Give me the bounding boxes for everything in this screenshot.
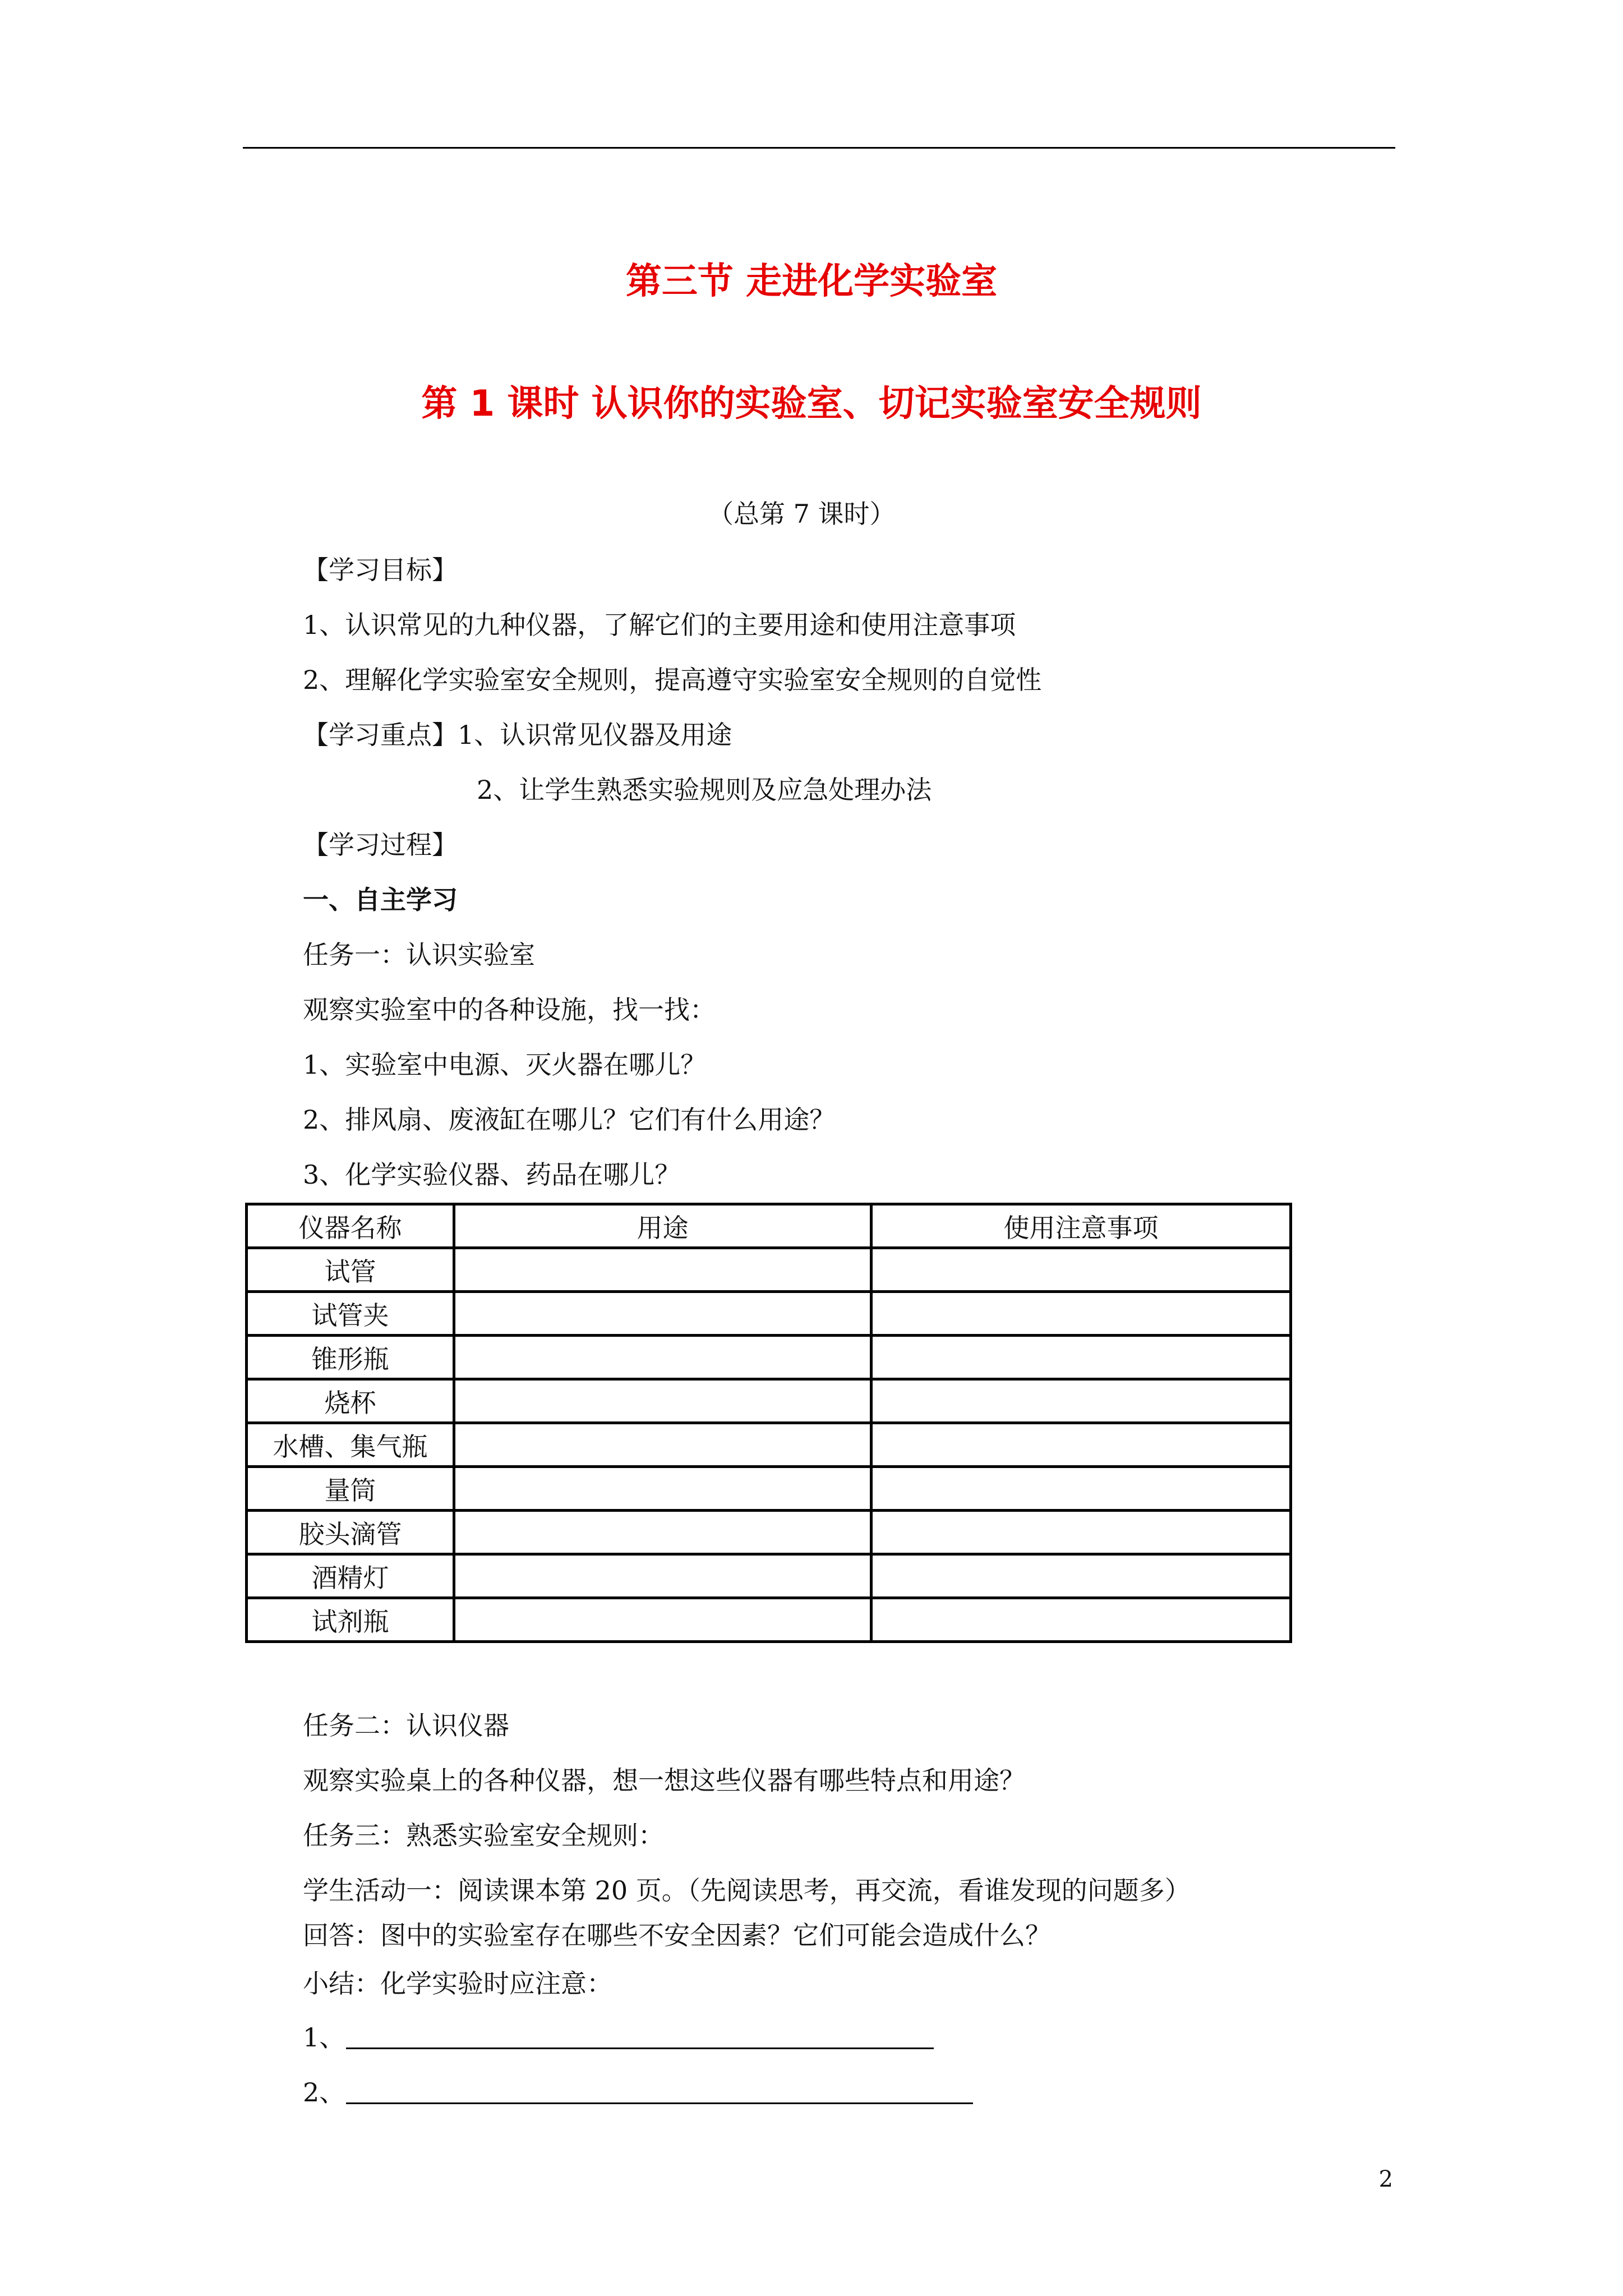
precautions-cell[interactable]: [872, 1598, 1291, 1642]
header-rule: [243, 147, 1395, 149]
table-row: [247, 1248, 1291, 1292]
table-row: [247, 1467, 1291, 1511]
usage-cell[interactable]: [454, 1379, 872, 1423]
table-row: [247, 1379, 1291, 1423]
observe-instruments: 观察实验桌上的各种仪器，想一想这些仪器有哪些特点和用途？: [303, 1765, 1025, 1796]
instrument-name: 烧杯: [247, 1379, 454, 1423]
task-3: 任务三：熟悉实验室安全规则：: [303, 1820, 664, 1851]
section-title: 第三节 走进化学实验室: [625, 261, 998, 302]
precautions-cell[interactable]: [872, 1423, 1291, 1467]
header-instrument-name: 仪器名称: [247, 1204, 454, 1248]
instrument-name: 试管夹: [247, 1292, 454, 1336]
precautions-cell[interactable]: [872, 1379, 1291, 1423]
instrument-name: 锥形瓶: [247, 1336, 454, 1379]
table-header-row: [247, 1204, 1291, 1248]
instrument-name: 试剂瓶: [247, 1598, 454, 1642]
usage-cell[interactable]: [454, 1423, 872, 1467]
section-self-study: 一、自主学习: [303, 885, 458, 915]
usage-cell[interactable]: [454, 1467, 872, 1511]
question-2: 2、排风扇、废液缸在哪儿？它们有什么用途？: [303, 1105, 836, 1135]
answer-line-2[interactable]: [346, 2102, 973, 2104]
task-1: 任务一：认识实验室: [303, 940, 535, 970]
page-number: 2: [1378, 2166, 1393, 2192]
usage-cell[interactable]: [454, 1598, 872, 1642]
observe-text: 观察实验室中的各种设施，找一找：: [303, 995, 716, 1025]
instrument-name: 酒精灯: [247, 1554, 454, 1598]
objective-2: 2、理解化学实验室安全规则，提高遵守实验室安全规则的自觉性: [303, 665, 1042, 695]
objectives-heading: 【学习目标】: [303, 555, 458, 585]
question-3: 3、化学实验仪器、药品在哪儿？: [303, 1159, 681, 1190]
usage-cell[interactable]: [454, 1554, 872, 1598]
precautions-cell[interactable]: [872, 1554, 1291, 1598]
precautions-cell[interactable]: [872, 1511, 1291, 1554]
table-row: [247, 1511, 1291, 1554]
table-row: [247, 1554, 1291, 1598]
instrument-name: 试管: [247, 1248, 454, 1292]
blank-label-2: 2、: [303, 2077, 345, 2108]
table-row: [247, 1336, 1291, 1379]
focus-line-2: 2、让学生熟悉实验规则及应急处理办法: [477, 775, 932, 805]
question-1: 1、实验室中电源、灭火器在哪儿？: [303, 1050, 707, 1080]
student-activity-1: 学生活动一：阅读课本第 20 页。（先阅读思考，再交流，看谁发现的问题多）: [303, 1875, 1191, 1906]
usage-cell[interactable]: [454, 1292, 872, 1336]
usage-cell[interactable]: [454, 1336, 872, 1379]
instrument-table: [245, 1203, 1292, 1643]
table-row: [247, 1423, 1291, 1467]
usage-cell[interactable]: [454, 1248, 872, 1292]
precautions-cell[interactable]: [872, 1248, 1291, 1292]
blank-label-1: 1、: [303, 2022, 345, 2053]
answer-prompt: 回答：图中的实验室存在哪些不安全因素？它们可能会造成什么？: [303, 1920, 1051, 1950]
summary-text: 小结：化学实验时应注意：: [303, 1968, 612, 1999]
precautions-cell[interactable]: [872, 1292, 1291, 1336]
header-usage: 用途: [454, 1204, 872, 1248]
table-row: [247, 1598, 1291, 1642]
lesson-title: 第 1 课时 认识你的实验室、切记实验室安全规则: [421, 383, 1202, 425]
focus-line-1: 【学习重点】1、认识常见仪器及用途: [303, 720, 732, 750]
instrument-name: 胶头滴管: [247, 1511, 454, 1554]
answer-line-1[interactable]: [346, 2047, 934, 2049]
precautions-cell[interactable]: [872, 1336, 1291, 1379]
header-precautions: 使用注意事项: [872, 1204, 1291, 1248]
total-lesson: （总第 7 课时）: [708, 499, 896, 529]
usage-cell[interactable]: [454, 1511, 872, 1554]
table-row: [247, 1292, 1291, 1336]
precautions-cell[interactable]: [872, 1467, 1291, 1511]
task-2: 任务二：认识仪器: [303, 1710, 509, 1741]
objective-1: 1、认识常见的九种仪器，了解它们的主要用途和使用注意事项: [303, 610, 1016, 640]
process-heading: 【学习过程】: [303, 830, 458, 860]
instrument-name: 水槽、集气瓶: [247, 1423, 454, 1467]
instrument-name: 量筒: [247, 1467, 454, 1511]
